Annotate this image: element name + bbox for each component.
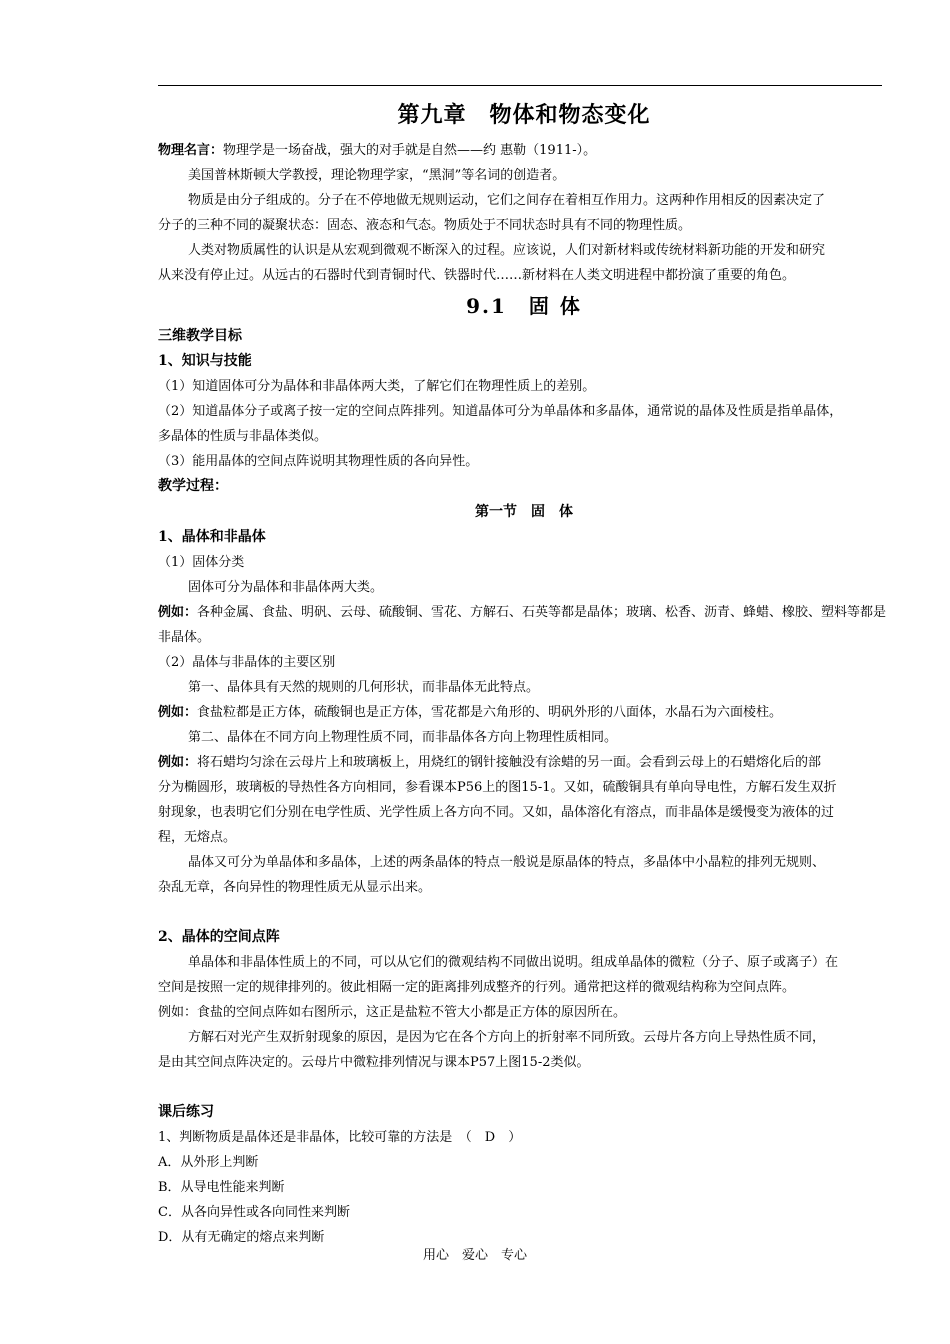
calcite-line: 方解石对光产生双折射现象的原因，是因为它在各个方向上的折射率不同所致。云母片各方向上导热性质不同， [188, 1030, 826, 1045]
goal-item: 多晶体的性质与非晶体类似。 [158, 429, 328, 444]
example-text: 将石蜡均匀涂在云母片上和玻璃板上，用烧红的钢针接触没有涂蜡的另一面。会看到云母上的石蜡熔化后的部 [197, 755, 822, 770]
part1-second: 第二、晶体在不同方向上物理性质不同，而非晶体各方向上物理性质相同。 [188, 730, 618, 745]
poly-line: 杂乱无章，各向异性的物理性质无从显示出来。 [158, 880, 432, 895]
intro-line: 分子的三种不同的凝聚状态：固态、液态和气态。物质处于不同状态时具有不同的物理性质。 [158, 218, 692, 233]
spacer [158, 900, 890, 925]
intro-line: 物质是由分子组成的。分子在不停地做无规则运动，它们之间存在着相互作用力。这两种作用相反的因素决定了 [188, 193, 826, 208]
exercise-heading: 课后练习 [158, 1104, 214, 1120]
part1-first: 第一、晶体具有天然的规则的几何形状，而非晶体无此特点。 [188, 680, 540, 695]
lesson-title: 第一节 固 体 [475, 504, 573, 520]
part1-line: 固体可分为晶体和非晶体两大类。 [188, 580, 384, 595]
document-body [158, 92, 890, 1250]
example-text: 食盐粒都是正方体，硫酸铜也是正方体，雪花都是六角形的、明矾外形的八面体，水晶石为六面棱柱。 [197, 705, 783, 720]
quote-label: 物理名言： [158, 143, 224, 158]
example-line [158, 600, 890, 625]
goals-heading: 三维教学目标 [158, 328, 242, 344]
intro-line: 美国普林斯顿大学教授，理论物理学家，“黑洞”等名词的创造者。 [188, 168, 566, 183]
example-cont: 射现象，也表明它们分别在电学性质、光学性质上各方向不同。又如，晶体溶化有溶点，而非晶体是缓慢变为液体的过 [158, 805, 835, 820]
exercise-option-d: D．从有无确定的熔点来判断 [158, 1230, 325, 1245]
part2-line: 空间是按照一定的规律排列的。彼此相隔一定的距离排列成整齐的行列。通常把这样的微观结构称为空间点阵。 [158, 980, 796, 995]
intro-line: 从来没有停止过。从远古的石器时代到青铜时代、铁器时代……新材料在人类文明进程中都扮演了重要的角色。 [158, 268, 796, 283]
example-label: 例如： [158, 705, 198, 720]
part2-line: 单晶体和非晶体性质上的不同，可以从它们的微观结构不同做出说明。组成单晶体的微粒（分子、原子或离子）在 [188, 955, 839, 970]
example-cont: 非晶体。 [158, 630, 211, 645]
process-heading: 教学过程： [158, 478, 228, 494]
goal-item: （1）知道固体可分为晶体和非晶体两大类，了解它们在物理性质上的差别。 [158, 379, 596, 394]
part1-heading: 1、晶体和非晶体 [158, 529, 266, 545]
part1-sub1: （1）固体分类 [158, 555, 245, 570]
calcite-line: 是由其空间点阵决定的。云母片中微粒排列情况与课本P57上图15-2类似。 [158, 1055, 590, 1070]
example-label: 例如： [158, 755, 198, 770]
exercise-option-a: A．从外形上判断 [158, 1155, 259, 1170]
goal-item: （2）知道晶体分子或离子按一定的空间点阵排列。知道晶体可分为单晶体和多晶体，通常说的晶体及性质是指单晶体， [158, 404, 843, 419]
goal-item: （3）能用晶体的空间点阵说明其物理性质的各向异性。 [158, 454, 479, 469]
header-rule [158, 85, 882, 86]
spacer [158, 1075, 890, 1100]
section-title: 9.1 固 体 [466, 294, 582, 318]
example-cont: 程，无熔点。 [158, 830, 237, 845]
quote-line [158, 138, 890, 163]
poly-line: 晶体又可分为单晶体和多晶体，上述的两条晶体的特点一般说是原晶体的特点，多晶体中小晶粒的排列无规则、 [188, 855, 826, 870]
example-cont: 分为椭圆形，玻璃板的导热性各方向相同，参看课本P56上的图15-1。又如，硫酸铜具有单向导电性，方解石发生双折 [158, 780, 837, 795]
part2-heading: 2、晶体的空间点阵 [158, 929, 280, 945]
example-label: 例如： [158, 605, 198, 620]
intro-line: 人类对物质属性的认识是从宏观到微观不断深入的过程。应该说，人们对新材料或传统材料新功能的开发和研究 [188, 243, 826, 258]
part1-sub2: （2）晶体与非晶体的主要区别 [158, 655, 336, 670]
quote-text: 物理学是一场奋战，强大的对手就是自然——约 惠勒（1911-）。 [223, 143, 597, 158]
page-footer: 用心 爱心 专心 [422, 1248, 527, 1263]
chapter-title: 第九章 物体和物态变化 [397, 102, 651, 128]
example-line [158, 700, 890, 725]
exercise-option-b: B．从导电性能来判断 [158, 1180, 285, 1195]
goals-subheading: 1、知识与技能 [158, 353, 252, 369]
example-line [158, 750, 890, 775]
part2-example: 例如：食盐的空间点阵如右图所示，这正是盐粒不管大小都是正方体的原因所在。 [158, 1005, 627, 1020]
example-text: 各种金属、食盐、明矾、云母、硫酸铜、雪花、方解石、石英等都是晶体；玻璃、松香、沥青、蜂蜡、橡胶、塑料等都是 [197, 605, 887, 620]
exercise-question: 1、判断物质是晶体还是非晶体，比较可靠的方法是 （ D ） [158, 1130, 522, 1145]
exercise-option-c: C．从各向异性或各向同性来判断 [158, 1205, 350, 1220]
